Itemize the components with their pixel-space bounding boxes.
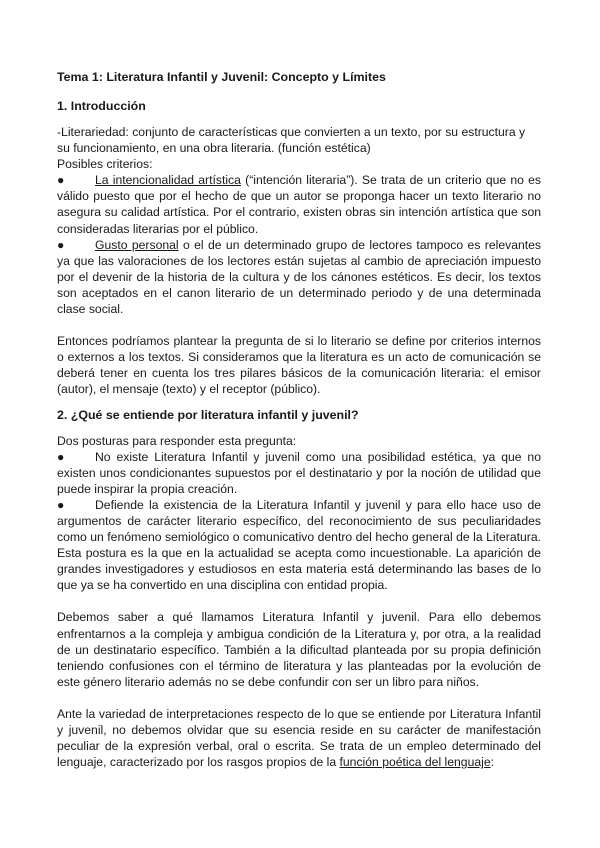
criterion-gusto-personal: [57, 237, 541, 317]
paragraph-debemos-saber: Debemos saber a qué llamamos Literatura Infantil y juvenil. Para ello debemos enfrentarnos a la compleja y ambigua condición de la Literatura y, por otra, a la realidad de un destinatario específico. También a la dificultad planteada por su propia definición teniendo confusiones con el término de literatura y las planteadas por la evolución de este género literario además no se debe confundir con ser un libro para niños.: [57, 610, 541, 689]
criterion-term: La intencionalidad artística: [95, 173, 241, 188]
postura-text: No existe Literatura Infantil y juvenil como una posibilidad estética, ya que no existen unos condicionantes supuestos por el destinatario y por la noción de utilidad que puede inspirar la propia creación.: [57, 449, 541, 496]
section-heading-que-se-entiende: 2. ¿Qué se entiende por literatura infantil y juvenil?: [57, 407, 359, 422]
bullet-icon: ●: [57, 237, 65, 252]
postura-1: [57, 449, 541, 497]
criterion-text: (“intención literaria”). Se trata de un criterio que no es válido puesto que por el hecho de que un autor se proponga hacer un texto literario no asegura su calidad artística. Por el contrario, existen obras sin intención artística que son consideradas literarias por el público.: [57, 173, 542, 236]
paragraph-text: Ante la variedad de interpretaciones respecto de lo que se entiende por Literatura Infantil y juvenil, no debemos olvidar que su esencia reside en su carácter de manifestación peculiar de la expresión verbal, oral o escrita. Se trata de un empleo determinado del lenguaje, caracterizado por los rasgos propios de la: [57, 706, 541, 770]
section-heading-introduccion: 1. Introducción: [57, 99, 146, 113]
paragraph-comunicacion: Entonces podríamos plantear la pregunta de si lo literario se define por criterios internos o externos a los textos. Si consideramos que la literatura es un acto de comunicación se deberá tener en cuenta los tres pilares básicos de la comunicación literaria: el emisor (autor), el mensaje (texto) y el receptor (público).: [57, 334, 541, 397]
paragraph-end: :: [490, 755, 495, 770]
criterion-intencionalidad: [57, 172, 541, 236]
criterion-term: Gusto personal: [95, 237, 179, 252]
paragraph-variedad: [57, 706, 541, 770]
bullet-icon: ●: [57, 173, 65, 188]
literariedad-definition: -Literariedad: conjunto de características que convierten a un texto, por su estructura y su funcionamiento, en una obra literaria. (función estética): [57, 125, 526, 156]
posturas-intro: Dos posturas para responder esta pregunta:: [57, 433, 297, 448]
criterion-text: o el de un determinado grupo de lectores tampoco es relevantes ya que las valoraciones de los lectores están sujetas al cambio de apreciación impuesto por el devenir de la historia de la cultura y de los cánones estéticos. Es decir, los textos son aceptados en el canon literario de un determinado periodo y de una determinada clase social.: [57, 237, 542, 317]
bullet-icon: ●: [57, 449, 65, 464]
bullet-icon: ●: [57, 497, 65, 512]
criteria-label: Posibles criterios:: [57, 157, 153, 172]
document-title: Tema 1: Literatura Infantil y Juvenil: Concepto y Límites: [57, 70, 386, 84]
document-body: [57, 69, 541, 770]
postura-text: Defiende la existencia de la Literatura Infantil y juvenil y para ello hace uso de argumentos de carácter literario específico, del reconocimiento de sus peculiaridades como un fenómeno semiológico o comunicativo dentro del hecho general de la Literatura. Esta postura es la que en la actualidad se acepta como incuestionable. La aparición de grandes investigadores y estudiosos en esta materia está determinando las bases de lo que ya se ha convertido en una disciplina con entidad propia.: [57, 497, 541, 593]
postura-2: [57, 497, 541, 594]
funcion-poetica-term: función poética del lenguaje: [339, 755, 491, 770]
